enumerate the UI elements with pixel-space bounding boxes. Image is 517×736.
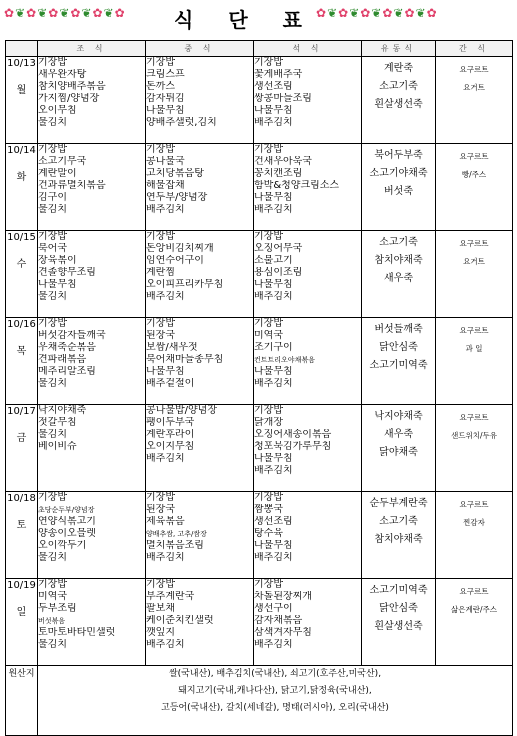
breakfast-cell — [38, 57, 146, 144]
infant-meal-cell — [362, 144, 436, 231]
menu-body — [6, 57, 513, 666]
menu-item: 소고기죽 — [379, 237, 418, 248]
dinner-cell — [254, 492, 362, 579]
menu-item: 삼색겨자무침 — [254, 627, 312, 638]
menu-item: 나물무침 — [146, 105, 185, 116]
snack-cell — [436, 405, 513, 492]
menu-item: 배추김치 — [146, 639, 185, 650]
menu-item: 요구르트 — [459, 239, 489, 248]
breakfast-cell — [38, 405, 146, 492]
day-row — [6, 405, 513, 492]
menu-item: 요구르트 — [459, 587, 489, 596]
snack-cell — [436, 318, 513, 405]
menu-item: 보쌈/새우젓 — [146, 342, 198, 353]
menu-item: 오이피프리카무침 — [146, 279, 224, 290]
weekday-label: 일 — [16, 607, 27, 618]
menu-item: 조기구이 — [254, 342, 293, 353]
menu-item: 요구르트 — [459, 413, 489, 422]
menu-item: 건과류멸치볶음 — [38, 180, 106, 191]
menu-item: 함박&청양크림소스 — [254, 180, 340, 191]
menu-item: 소고기미역죽 — [369, 360, 428, 371]
origin-info — [38, 666, 513, 736]
menu-item: 장육볶이 — [38, 255, 77, 266]
dinner-cell — [254, 405, 362, 492]
menu-item: 나물무침 — [254, 366, 293, 377]
menu-item: 해물잡채 — [146, 180, 185, 191]
infant-meal-cell — [362, 57, 436, 144]
menu-item: 물김치 — [38, 639, 67, 650]
menu-item: 배추김치 — [254, 465, 293, 476]
menu-item: 양송이오믈렛 — [38, 528, 96, 539]
menu-item: 차돌된장찌개 — [254, 591, 312, 602]
day-cell — [6, 57, 38, 144]
menu-item: 김구이 — [38, 192, 67, 203]
menu-item: 물김치 — [38, 291, 67, 302]
breakfast-cell — [38, 579, 146, 666]
menu-item: 기장밥 — [146, 492, 175, 503]
menu-item: 청포묵김가루무침 — [254, 441, 332, 452]
menu-item: 생선구이 — [254, 603, 293, 614]
menu-item: 기장밥 — [38, 57, 67, 68]
weekday-label: 월 — [16, 85, 27, 96]
weekday-label: 화 — [16, 172, 27, 183]
menu-item: 토마토바타민샐럿 — [38, 627, 116, 638]
corner-cell — [6, 41, 38, 57]
menu-item: 기장밥 — [38, 144, 67, 155]
weekday-label: 수 — [16, 259, 27, 270]
breakfast-cell — [38, 492, 146, 579]
menu-item: 연두부/양념장 — [146, 192, 208, 203]
menu-item: 북어채마늘종무침 — [146, 354, 224, 365]
menu-item: 빵/주스 — [461, 170, 487, 179]
menu-item: 기장밥 — [146, 57, 175, 68]
menu-item: 기장밥 — [254, 318, 283, 329]
day-cell — [6, 492, 38, 579]
menu-item: 생선조림 — [254, 81, 293, 92]
lunch-cell — [146, 492, 254, 579]
breakfast-cell — [38, 231, 146, 318]
menu-item: 요거트 — [463, 83, 485, 92]
menu-item: 물김치 — [38, 204, 67, 215]
menu-item: 요구르트 — [459, 65, 489, 74]
menu-item: 된장국 — [146, 330, 175, 341]
menu-item: 새우완자탕 — [38, 69, 87, 80]
menu-item: 나물무침 — [254, 540, 293, 551]
menu-item: 오이무침 — [38, 105, 77, 116]
menu-item: 베이비슈 — [38, 441, 77, 452]
menu-item: 건새우아욱국 — [254, 156, 312, 167]
menu-item: 오징어무국 — [254, 243, 303, 254]
menu-item: 기장밥 — [38, 579, 67, 590]
menu-item: 계란죽 — [384, 63, 413, 74]
menu-item: 된장국 — [146, 504, 175, 515]
menu-item: 배추김치 — [254, 639, 293, 650]
menu-item: 용심이조림 — [254, 267, 303, 278]
day-cell — [6, 318, 38, 405]
infant-meal-cell — [362, 231, 436, 318]
menu-item: 참치야채죽 — [374, 534, 423, 545]
menu-item: 계란말이 — [38, 168, 77, 179]
menu-item: 배추김치 — [254, 204, 293, 215]
menu-item: 찐감자 — [463, 518, 485, 527]
menu-item: 컨트트리오야채볶음 — [254, 356, 315, 364]
menu-item: 부추계란국 — [146, 591, 195, 602]
menu-item: 나물무침 — [254, 453, 293, 464]
menu-item: 생선조림 — [254, 516, 293, 527]
menu-item: 요구르트 — [459, 500, 489, 509]
menu-item: 배추김치 — [146, 291, 185, 302]
menu-item: 배추김치 — [254, 552, 293, 563]
infant-meal-cell — [362, 318, 436, 405]
menu-item: 소불고기 — [254, 255, 293, 266]
menu-item: 배추김치 — [254, 291, 293, 302]
menu-item: 감자튀김 — [146, 93, 185, 104]
origin-row — [6, 666, 513, 736]
column-header-infant: 유동식 — [362, 41, 436, 57]
menu-item: 깻잎지 — [146, 627, 175, 638]
menu-item: 기장밥 — [254, 57, 283, 68]
menu-item: 크림스프 — [146, 69, 185, 80]
menu-item: 나물무침 — [254, 105, 293, 116]
lunch-cell — [146, 144, 254, 231]
flower-border-left-icon: ✿❦✿❦✿❦✿❦✿❦✿ — [4, 6, 126, 20]
menu-item: 감자채볶음 — [254, 615, 303, 626]
infant-meal-cell — [362, 405, 436, 492]
menu-item: 배추김치 — [254, 117, 293, 128]
menu-item: 새우죽 — [384, 429, 413, 440]
menu-item: 닭개장 — [254, 417, 283, 428]
menu-item: 삶은계란/주스 — [451, 605, 497, 614]
menu-item: 연양식볶고기 — [38, 516, 96, 527]
menu-item: 요구르트 — [459, 326, 489, 335]
menu-item: 오징어새송이볶음 — [254, 429, 332, 440]
menu-item: 나물무침 — [38, 279, 77, 290]
menu-item: 버섯들깨죽 — [374, 324, 423, 335]
menu-item: 제육볶음 — [146, 516, 185, 527]
menu-item: 꽁치캔조림 — [254, 168, 303, 179]
menu-item: 배추김치 — [146, 552, 185, 563]
column-header-row — [6, 41, 513, 57]
dinner-cell — [254, 144, 362, 231]
lunch-cell — [146, 57, 254, 144]
menu-item: 기장밥 — [38, 231, 67, 242]
menu-item: 탕수육 — [254, 528, 283, 539]
menu-item: 물김치 — [38, 378, 67, 389]
snack-cell — [436, 492, 513, 579]
menu-item: 나물무침 — [254, 192, 293, 203]
dinner-cell — [254, 57, 362, 144]
infant-meal-cell — [362, 579, 436, 666]
lunch-cell — [146, 405, 254, 492]
menu-item: 멸치볶음조림 — [146, 540, 204, 551]
origin-line: 돼지고기(국내,캐나다산), 닭고기,닭정육(국내산), — [178, 686, 372, 696]
menu-item: 낙지야채죽 — [374, 411, 423, 422]
menu-item: 돈앙비김치찌개 — [146, 243, 214, 254]
menu-item: 가지찜/양념장 — [38, 93, 100, 104]
day-row — [6, 231, 513, 318]
column-header-dinner: 석 식 — [254, 41, 362, 57]
menu-item: 나물무침 — [146, 366, 185, 377]
menu-item: 닭안심죽 — [379, 342, 418, 353]
menu-item: 기장밥 — [254, 579, 283, 590]
day-row — [6, 492, 513, 579]
menu-table — [5, 40, 513, 736]
day-row — [6, 318, 513, 405]
origin-line: 고등어(국내산), 갈치(세네갈), 명태(러시아), 오리(국내산) — [161, 703, 389, 713]
menu-item: 우채죽순볶음 — [38, 342, 96, 353]
menu-item: 소고기야채죽 — [369, 168, 428, 179]
menu-item: 순두부계란죽 — [369, 498, 428, 509]
menu-item: 기장밥 — [38, 318, 67, 329]
menu-item: 소고기죽 — [379, 81, 418, 92]
menu-item: 흰살생선죽 — [374, 621, 423, 632]
lunch-cell — [146, 231, 254, 318]
menu-item: 버섯죽 — [384, 186, 413, 197]
menu-item: 팽이두부국 — [146, 417, 195, 428]
menu-item: 배추김치 — [254, 378, 293, 389]
menu-item: 배추김치 — [146, 453, 185, 464]
menu-item: 두부조림 — [38, 603, 77, 614]
menu-item: 오이깍두기 — [38, 540, 87, 551]
menu-item: 물김치 — [38, 429, 67, 440]
menu-item: 견파래볶음 — [38, 354, 87, 365]
lunch-cell — [146, 318, 254, 405]
menu-item: 견졸향무조림 — [38, 267, 96, 278]
menu-item: 기장밥 — [146, 318, 175, 329]
page-title: 식 단 표 — [174, 8, 316, 32]
menu-item: 닭안심죽 — [379, 603, 418, 614]
snack-cell — [436, 579, 513, 666]
menu-item: 북어국 — [38, 243, 67, 254]
snack-cell — [436, 231, 513, 318]
menu-item: 참치야채죽 — [374, 255, 423, 266]
menu-item: 꽃게배추국 — [254, 69, 303, 80]
weekday-label: 금 — [16, 433, 27, 444]
menu-item: 물김치 — [38, 117, 67, 128]
day-cell — [6, 231, 38, 318]
menu-item: 소고기미역죽 — [369, 585, 428, 596]
column-header-breakfast: 조 식 — [38, 41, 146, 57]
lunch-cell — [146, 579, 254, 666]
menu-item: 기장밥 — [38, 492, 67, 503]
date-label: 10/17 — [7, 406, 36, 417]
day-cell — [6, 405, 38, 492]
column-header-snack: 간 식 — [436, 41, 513, 57]
menu-item: 미역국 — [254, 330, 283, 341]
menu-item: 샌드위치/두유 — [451, 431, 497, 440]
menu-item: 새우죽 — [384, 273, 413, 284]
menu-item: 오이지무침 — [146, 441, 195, 452]
menu-item: 기장밥 — [254, 405, 283, 416]
menu-item: 콩나물밥/양념장 — [146, 405, 217, 416]
menu-item: 메추리알조림 — [38, 366, 96, 377]
menu-item: 케이준치킨샐럿 — [146, 615, 214, 626]
menu-item: 버섯감자들깨국 — [38, 330, 106, 341]
dinner-cell — [254, 318, 362, 405]
menu-item: 배추겉절이 — [146, 378, 195, 389]
menu-item: 젓갈무침 — [38, 417, 77, 428]
day-row — [6, 579, 513, 666]
menu-item: 나물무침 — [254, 279, 293, 290]
menu-item: 참치양배추볶음 — [38, 81, 106, 92]
menu-item: 요구르트 — [459, 152, 489, 161]
day-cell — [6, 144, 38, 231]
menu-item: 배추김치 — [146, 204, 185, 215]
menu-item: 소고기죽 — [379, 516, 418, 527]
breakfast-cell — [38, 144, 146, 231]
day-row — [6, 57, 513, 144]
menu-item: 쌍콩마늘조림 — [254, 93, 312, 104]
menu-item: 버섯볶음 — [38, 617, 66, 625]
menu-item: 기장밥 — [254, 231, 283, 242]
origin-label: 원산지 — [6, 666, 38, 736]
infant-meal-cell — [362, 492, 436, 579]
menu-item: 계란후라이 — [146, 429, 195, 440]
menu-item: 소고기무국 — [38, 156, 87, 167]
menu-item: 요거트 — [463, 257, 485, 266]
date-label: 10/19 — [7, 580, 36, 591]
snack-cell — [436, 144, 513, 231]
menu-item: 짬뽕국 — [254, 504, 283, 515]
dinner-cell — [254, 231, 362, 318]
dinner-cell — [254, 579, 362, 666]
menu-item: 닭야채죽 — [379, 447, 418, 458]
snack-cell — [436, 57, 513, 144]
menu-item: 물김치 — [38, 552, 67, 563]
header — [0, 0, 517, 36]
menu-item: 과 일 — [465, 344, 483, 353]
menu-item: 미역국 — [38, 591, 67, 602]
menu-item: 콩나물국 — [146, 156, 185, 167]
weekday-label: 토 — [16, 520, 27, 531]
flower-border-right-icon: ✿❦✿❦✿❦✿❦✿❦✿ — [316, 6, 438, 20]
menu-item: 북어두부죽 — [374, 150, 423, 161]
menu-item: 임연수어구이 — [146, 255, 204, 266]
menu-item: 양배추샐럿,김치 — [146, 117, 217, 128]
origin-line: 쌀(국내산), 배추김치(국내산), 쇠고기(호주산,미국산), — [168, 669, 382, 679]
menu-item: 기장밥 — [146, 231, 175, 242]
menu-item: 돈까스 — [146, 81, 175, 92]
date-label: 10/14 — [7, 145, 36, 156]
menu-item: 흰살생선죽 — [374, 99, 423, 110]
menu-item: 기장밥 — [146, 579, 175, 590]
menu-item: 고치당볶음탕 — [146, 168, 204, 179]
date-label: 10/16 — [7, 319, 36, 330]
column-header-lunch: 중 식 — [146, 41, 254, 57]
menu-item: 양배추쌈, 고추/쌈장 — [146, 530, 207, 538]
date-label: 10/15 — [7, 232, 36, 243]
menu-item: 계란찜 — [146, 267, 175, 278]
menu-item: 기장밥 — [254, 144, 283, 155]
date-label: 10/13 — [7, 58, 36, 69]
menu-item: 기장밥 — [146, 144, 175, 155]
menu-item: 팔보채 — [146, 603, 175, 614]
menu-item: 기장밥 — [254, 492, 283, 503]
menu-item: 낙지야채죽 — [38, 405, 87, 416]
date-label: 10/18 — [7, 493, 36, 504]
day-row — [6, 144, 513, 231]
breakfast-cell — [38, 318, 146, 405]
day-cell — [6, 579, 38, 666]
menu-item: 초당순두부/양념장 — [38, 506, 95, 514]
weekday-label: 목 — [16, 346, 27, 357]
